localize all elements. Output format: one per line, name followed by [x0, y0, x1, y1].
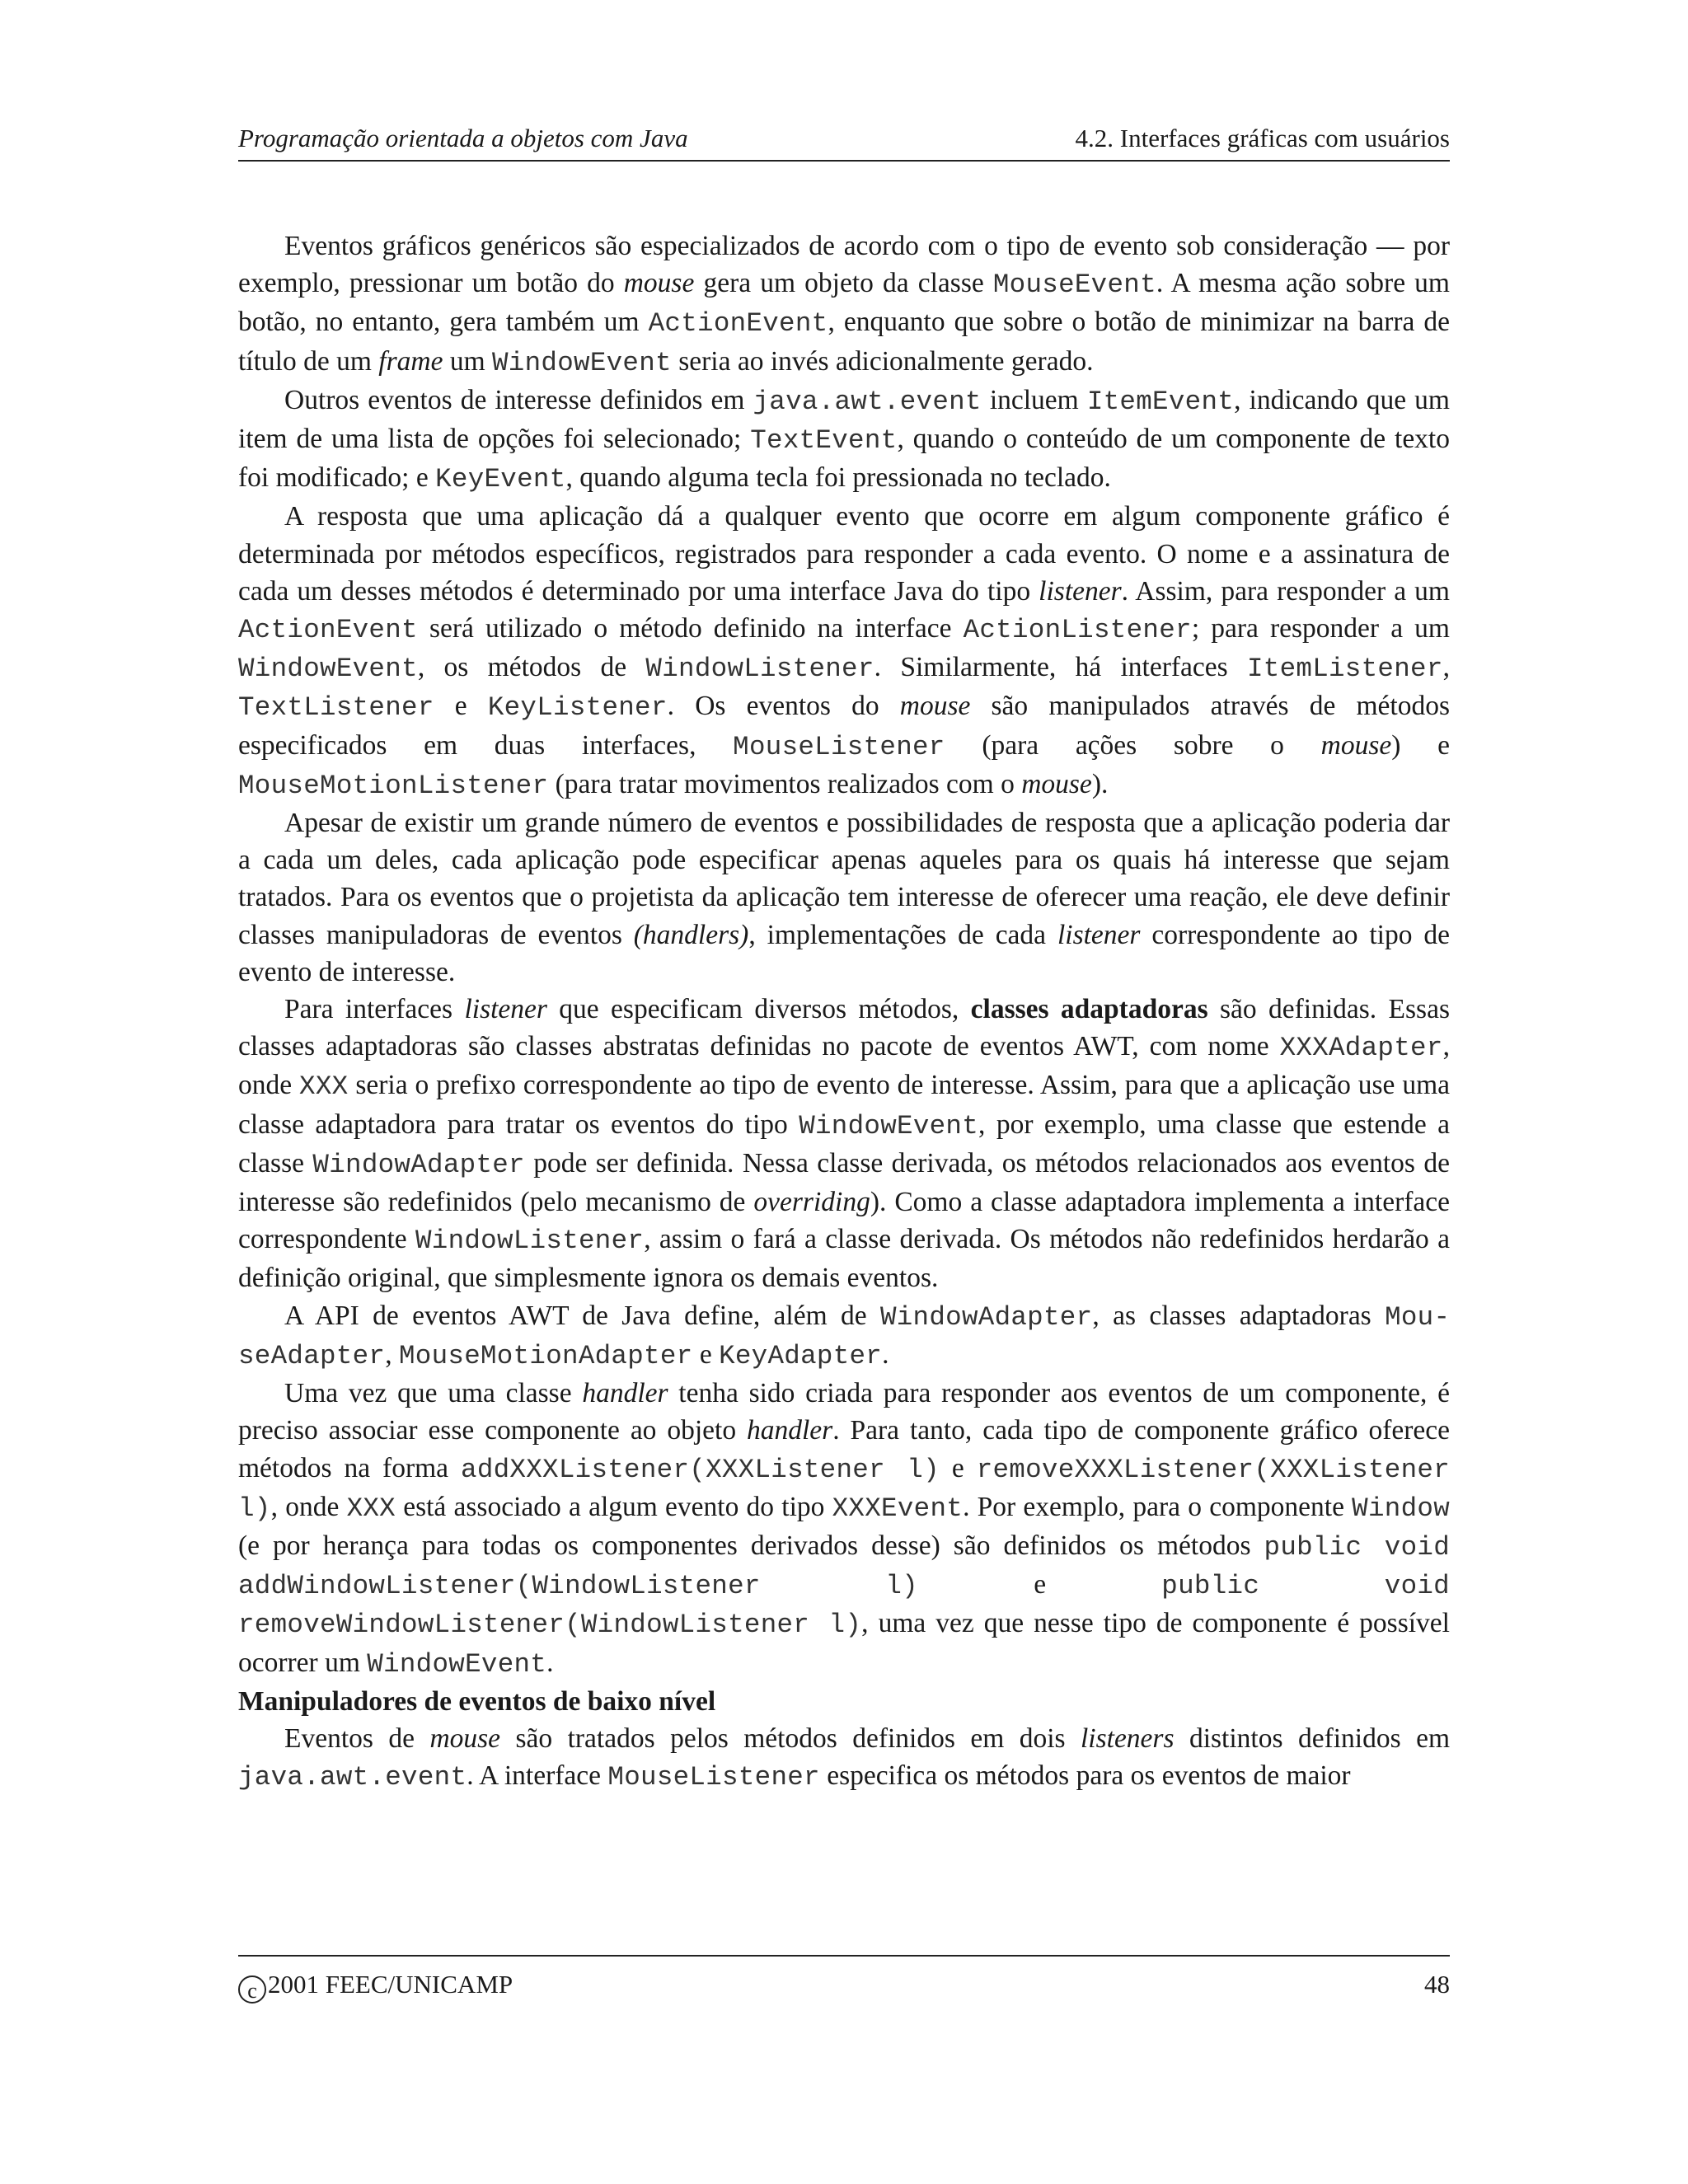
italic-term: mouse: [623, 268, 695, 299]
code-term: XXX: [299, 1071, 349, 1103]
text-run: ) e: [1391, 729, 1450, 761]
code-term: WindowAdapter: [879, 1301, 1093, 1333]
text-run: A API de eventos AWT de Java define, além de: [284, 1300, 880, 1331]
text-run: Eventos gráficos genéricos são especializados de acordo com o tipo de evento sob consideração — por exemplo, pressionar um botão do: [238, 231, 1450, 299]
paragraph-2: [238, 382, 1450, 499]
page-number: 48: [1424, 1970, 1450, 1999]
footer-rule: [238, 1955, 1450, 1957]
italic-term: listener: [464, 994, 547, 1025]
paragraph-4: [238, 804, 1450, 991]
italic-term: handler: [747, 1415, 833, 1446]
text-run: , os métodos de: [417, 652, 646, 683]
text-run: Para interfaces: [284, 994, 465, 1025]
text-run: , indicando que um item de uma lista de opções foi selecionado;: [238, 384, 1450, 455]
code-term: ItemEvent: [1086, 386, 1235, 417]
text-run: está associado a algum evento do tipo: [395, 1491, 832, 1522]
text-run: . A mesma ação sobre um botão, no entanto, gera também um: [238, 268, 1450, 338]
italic-term: listener: [1039, 575, 1122, 607]
header-rule: [238, 160, 1450, 162]
text-run: . Para tanto, cada tipo de componente gráfico oferece métodos na forma: [238, 1415, 1450, 1483]
code-term: XXXAdapter: [1279, 1033, 1443, 1064]
text-run: e: [917, 1569, 1162, 1601]
footer-copyright-text: 2001 FEEC/UNICAMP: [268, 1970, 513, 1999]
text-run: ). Como a classe adaptadora implementa a interface correspondente: [238, 1187, 1450, 1255]
text-run: incluem: [981, 384, 1087, 415]
text-run: são tratados pelos métodos definidos em dois: [500, 1722, 1081, 1754]
text-run: Uma vez que uma classe: [284, 1378, 583, 1409]
italic-term: listener: [1057, 919, 1141, 950]
text-run: . A interface: [467, 1760, 608, 1792]
code-term: MouseMotionAdapter: [398, 1340, 693, 1371]
code-term: TextEvent: [750, 425, 898, 457]
section-heading: Manipuladores de eventos de baixo nível: [238, 1685, 716, 1717]
italic-term: overriding: [753, 1187, 870, 1218]
text-run: , quando o conteúdo de um componente de texto foi modificado; e: [238, 424, 1450, 494]
text-run: seria o prefixo correspondente ao tipo de evento de interesse. Assim, para que a aplicação use uma classe adaptadora para tratar os eventos do tipo: [238, 1070, 1450, 1140]
code-term: ActionListener: [963, 615, 1192, 646]
code-term: addXXXListener(XXXListener l): [461, 1454, 940, 1485]
italic-term: mouse: [1320, 729, 1392, 761]
code-term: ActionEvent: [238, 615, 418, 646]
text-run: , por exemplo, uma classe que estende a classe: [238, 1108, 1450, 1179]
code-term: KeyAdapter: [719, 1340, 883, 1371]
code-term: WindowEvent: [799, 1110, 979, 1141]
text-run: , quando alguma tecla foi pressionada no teclado.: [565, 462, 1111, 494]
italic-term: listeners: [1080, 1722, 1175, 1754]
italic-term: frame: [378, 345, 443, 377]
text-run: . Por exemplo, para o componente: [963, 1491, 1353, 1522]
text-run: e: [692, 1338, 720, 1370]
text-run: , implementações de cada: [748, 919, 1057, 950]
text-run: ,: [1442, 652, 1450, 683]
code-term: WindowAdapter: [312, 1149, 525, 1180]
text-run: ).: [1091, 768, 1109, 799]
text-run: . Similarmente, há interfaces: [874, 652, 1247, 683]
code-term: XXXEvent: [832, 1493, 964, 1524]
running-header: [238, 124, 1450, 160]
paragraph-1: [238, 227, 1450, 382]
code-term: public void removeWindowListener(WindowListener l): [238, 1571, 1450, 1641]
italic-term: mouse: [899, 691, 971, 722]
text-run: A resposta que uma aplicação dá a qualquer evento que ocorre em algum componente gráfico é determinada por métodos específicos, registrados para responder a cada evento. O nome e a assinatura de cada um desses métodos é determinado por uma interface Java do tipo: [238, 501, 1450, 607]
paragraph-6: [238, 1297, 1450, 1375]
text-run: distintos definidos em: [1174, 1722, 1451, 1754]
text-run: será utilizado o método definido na interface: [417, 613, 964, 644]
paragraph-8: [238, 1720, 1450, 1796]
text-run: , assim o fará a classe derivada. Os métodos não redefinidos herdarão a definição original, que simplesmente ignora os demais eventos.: [238, 1224, 1451, 1294]
code-term: MouseMotionListener: [238, 770, 549, 801]
header-section-title: 4.2. Interfaces gráficas com usuários: [1075, 124, 1450, 152]
text-run: e: [939, 1452, 977, 1483]
code-term: MouseListener: [733, 731, 945, 762]
text-run: que especificam diversos métodos,: [546, 994, 971, 1025]
text-run: e: [434, 691, 488, 722]
text-run: (para ações sobre o: [945, 729, 1321, 761]
text-run: ; para responder a um: [1191, 613, 1450, 644]
code-term: WindowEvent: [367, 1648, 547, 1680]
text-run: . Os eventos do: [667, 691, 900, 722]
code-term: WindowEvent: [492, 347, 672, 378]
code-term: KeyListener: [487, 692, 668, 724]
text-run: ,: [385, 1338, 399, 1370]
code-term: MouseAdapter: [238, 1301, 1450, 1371]
text-run: , onde: [270, 1491, 347, 1522]
text-run: , enquanto que sobre o botão de minimizar na barra de título de um: [238, 307, 1450, 377]
text-run: .: [546, 1647, 554, 1678]
code-term: MouseEvent: [992, 269, 1156, 301]
copyright-icon: c: [238, 1975, 266, 2004]
code-term: TextListener: [238, 692, 434, 724]
code-term: WindowListener: [415, 1226, 645, 1257]
bold-term: classes adaptadoras: [970, 994, 1208, 1025]
text-run: um: [443, 345, 492, 377]
text-run: Eventos de: [284, 1722, 430, 1754]
text-run: , as classes adaptadoras: [1092, 1300, 1386, 1331]
code-term: java.awt.event: [753, 386, 982, 417]
text-run: gera um objeto da classe: [694, 268, 993, 299]
code-term: public void addWindowListener(WindowListener l): [238, 1531, 1450, 1602]
text-run: Apesar de existir um grande número de eventos e possibilidades de resposta que a aplicação poderia dar a cada um deles, cada aplicação pode especificar apenas aqueles para os quais há interesse que sejam tratados. Para os eventos que o projetista da aplicação tem interesse de oferecer uma reação, ele deve definir classes manipuladoras de eventos: [238, 808, 1450, 950]
text-run: pode ser definida. Nessa classe derivada, os métodos relacionados aos eventos de interesse são redefinidos (pelo mecanismo de: [238, 1147, 1450, 1218]
footer-copyright: [238, 1970, 513, 2004]
text-run: são definidas. Essas classes adaptadoras são classes abstratas definidas no pacote de eventos AWT, com nome: [238, 994, 1450, 1062]
text-run: correspondente ao tipo de evento de interesse.: [238, 919, 1450, 987]
code-term: ItemListener: [1246, 654, 1443, 685]
code-term: XXX: [346, 1493, 396, 1524]
running-footer: [238, 1970, 1450, 2006]
text-run: são manipulados através de métodos especificados em duas interfaces,: [238, 691, 1450, 761]
code-term: KeyEvent: [435, 464, 566, 495]
text-run: especifica os métodos para os eventos de maior: [819, 1760, 1351, 1792]
text-run: , onde: [238, 1031, 1450, 1101]
code-term: removeXXXListener(XXXListener l): [238, 1454, 1450, 1524]
paragraph-5: [238, 991, 1450, 1297]
text-run: tenha sido criada para responder aos eventos de um componente, é preciso associar esse componente ao objeto: [238, 1378, 1451, 1446]
main-text: [238, 227, 1450, 1796]
italic-term: mouse: [1021, 768, 1092, 799]
text-run: (para tratar movimentos realizados com o: [548, 768, 1022, 799]
text-run: .: [882, 1338, 889, 1370]
text-run: . Assim, para responder a um: [1121, 575, 1450, 607]
italic-term: (handlers): [633, 919, 749, 950]
code-term: WindowListener: [645, 654, 874, 685]
header-book-title: Programação orientada a objetos com Java: [238, 124, 688, 152]
paragraph-3: [238, 498, 1450, 804]
text-run: Outros eventos de interesse definidos em: [284, 384, 753, 415]
paragraph-7: [238, 1375, 1450, 1683]
code-term: java.awt.event: [238, 1762, 467, 1793]
italic-term: mouse: [429, 1722, 501, 1754]
text-run: seria ao invés adicionalmente gerado.: [671, 345, 1094, 377]
text-run: (e por herança para todas os componentes derivados desse) são definidos os métodos: [238, 1530, 1264, 1561]
code-term: ActionEvent: [648, 308, 828, 340]
code-term: WindowEvent: [238, 654, 418, 685]
code-term: Window: [1352, 1493, 1450, 1524]
text-run: , uma vez que nesse tipo de componente é possível ocorrer um: [238, 1608, 1450, 1678]
code-term: MouseListener: [607, 1762, 820, 1793]
italic-term: handler: [582, 1378, 668, 1409]
